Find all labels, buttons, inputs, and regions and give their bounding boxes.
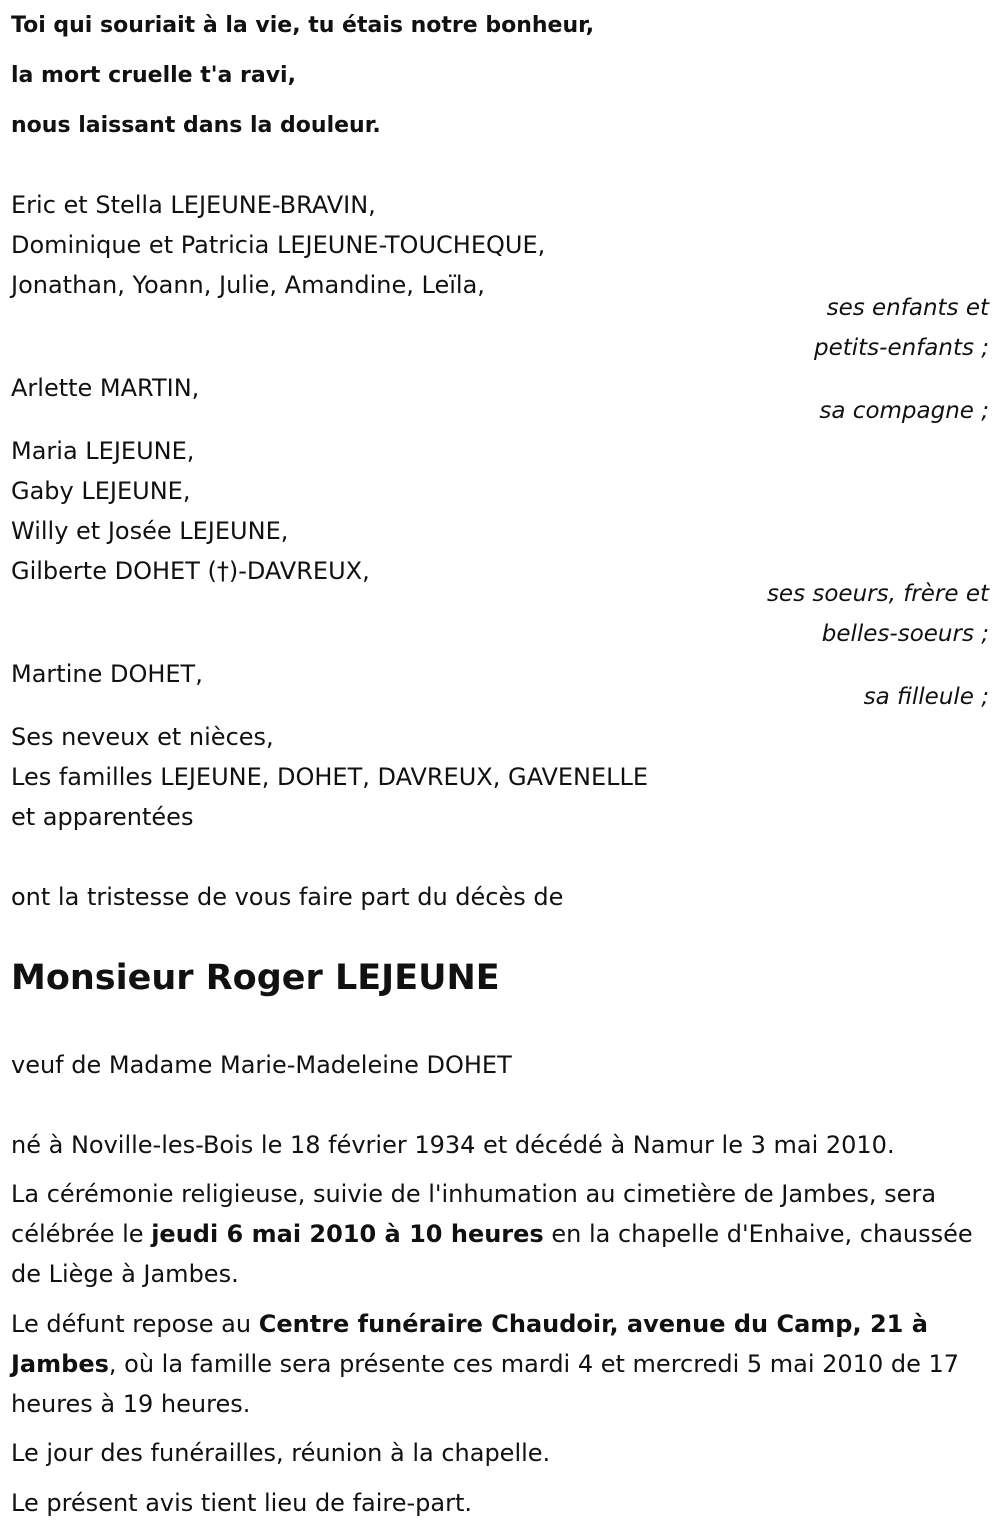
- family-sibling-3: Willy et Josée LEJEUNE,: [11, 517, 289, 545]
- poem-line-1: Toi qui souriait à la vie, tu étais notre bonheur,: [11, 13, 595, 38]
- family-nephews: Ses neveux et nièces,: [11, 723, 274, 751]
- funeral-day-meeting: Le jour des funérailles, réunion à la chapelle.: [11, 1439, 551, 1467]
- siblings-role-line-1: ses soeurs, frère et: [766, 581, 989, 607]
- family-sibling-2: Gaby LEJEUNE,: [11, 477, 191, 505]
- ceremony-text-post: en la chapelle d'Enhaive, chaussée de Liège à Jambes.: [11, 1220, 973, 1288]
- ceremony-paragraph: [11, 1174, 986, 1294]
- companion-role: sa compagne ;: [819, 398, 989, 424]
- family-sibling-1: Maria LEJEUNE,: [11, 437, 195, 465]
- family-companion: Arlette MARTIN,: [11, 374, 200, 402]
- birth-death: né à Noville-les-Bois le 18 février 1934 et décédé à Namur le 3 mai 2010.: [11, 1131, 895, 1159]
- poem-line-2: la mort cruelle t'a ravi,: [11, 63, 296, 88]
- ceremony-date: jeudi 6 mai 2010 à 10 heures: [151, 1220, 544, 1248]
- ceremony-text-pre: La cérémonie religieuse, suivie de l'inhumation au cimetière de Jambes, sera célébrée le: [11, 1180, 937, 1248]
- poem-line-3: nous laissant dans la douleur.: [11, 113, 381, 138]
- deceased-name: Monsieur Roger LEJEUNE: [11, 958, 500, 998]
- announcement-text: ont la tristesse de vous faire part du décès de: [11, 883, 564, 911]
- repose-location: Centre funéraire Chaudoir, avenue du Camp, 21 à Jambes: [11, 1310, 928, 1378]
- siblings-role-line-2: belles-soeurs ;: [821, 621, 989, 647]
- repose-paragraph: [11, 1304, 986, 1424]
- family-families: Les familles LEJEUNE, DOHET, DAVREUX, GAVENELLE: [11, 763, 649, 791]
- repose-text-post: , où la famille sera présente ces mardi 4 et mercredi 5 mai 2010 de 17 heures à 19 heures.: [11, 1350, 960, 1418]
- widower-of: veuf de Madame Marie-Madeleine DOHET: [11, 1051, 512, 1079]
- repose-text-pre: Le défunt repose au: [11, 1310, 259, 1338]
- family-related: et apparentées: [11, 803, 194, 831]
- goddaughter-role: sa filleule ;: [863, 684, 989, 710]
- children-role-line-1: ses enfants et: [826, 295, 989, 321]
- family-children-2: Dominique et Patricia LEJEUNE-TOUCHEQUE,: [11, 231, 546, 259]
- children-role-line-2: petits-enfants ;: [813, 335, 989, 361]
- family-goddaughter: Martine DOHET,: [11, 660, 203, 688]
- family-grandchildren: Jonathan, Yoann, Julie, Amandine, Leïla,: [11, 271, 485, 299]
- family-sibling-4: Gilberte DOHET (†)-DAVREUX,: [11, 557, 370, 585]
- notice-statement: Le présent avis tient lieu de faire-part.: [11, 1489, 473, 1517]
- family-children-1: Eric et Stella LEJEUNE-BRAVIN,: [11, 191, 376, 219]
